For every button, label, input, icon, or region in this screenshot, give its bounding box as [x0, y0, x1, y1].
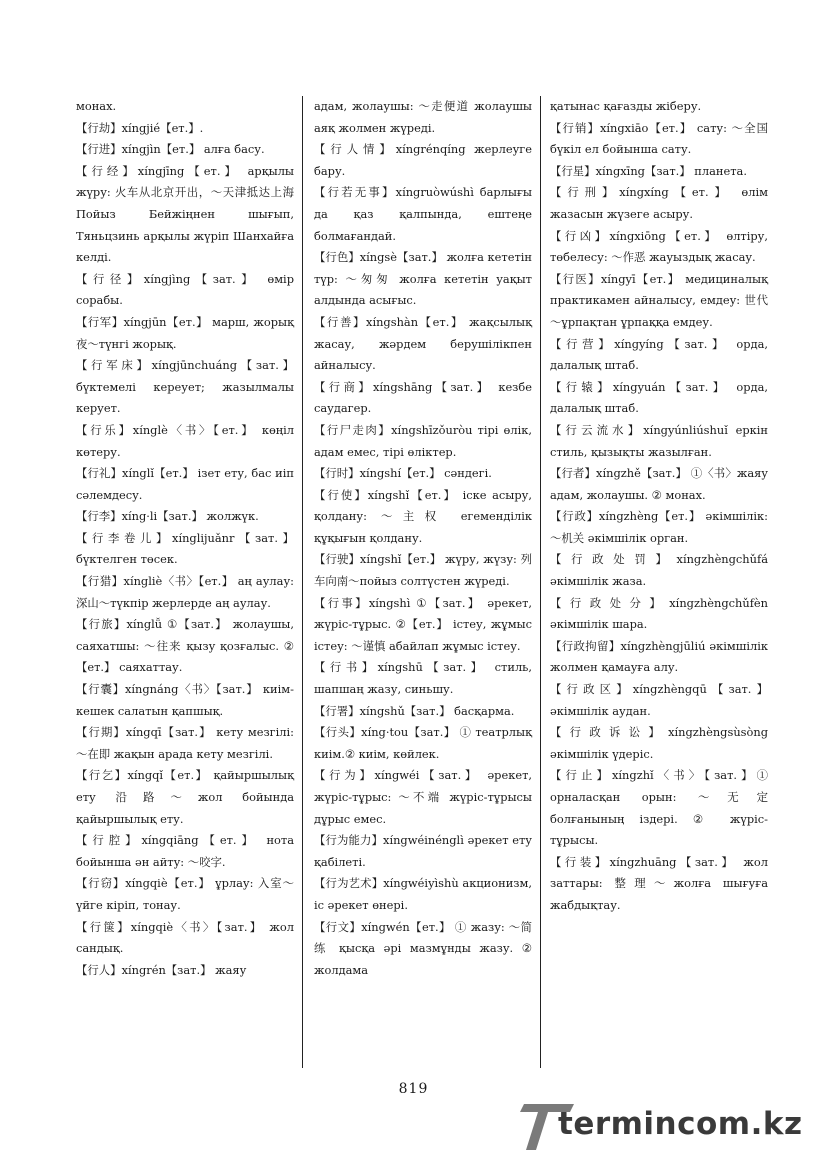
dictionary-entry: 【行政处分】xíngzhèngchǔfèn әкімшілік шара.	[550, 595, 768, 632]
dictionary-entry: 【行进】xíngjìn【ет.】 алға басу.	[76, 142, 265, 157]
page-number: 819	[398, 1081, 429, 1097]
dictionary-entry: 【行善】xíngshàn【ет.】 жақсылық жасау, жәрдем берушілікпен айналысу.	[314, 314, 532, 373]
site-logo	[518, 1100, 818, 1156]
dictionary-entry: 【行箧】xíngqiè〈书〉【зат.】 жол сандық.	[76, 919, 294, 956]
dictionary-entry: 【行止】xíngzhǐ〈书〉【зат.】① орналасқан орын: ～无定 болғанының іздері. ② жүріс-тұрысы.	[550, 768, 768, 848]
dictionary-entry: 【行时】xíngshí【ет.】 сәндегі.	[314, 466, 492, 481]
dictionary-entry: 【行为艺术】xíngwéiyìshù акционизм, іс әрекет өнері.	[314, 876, 532, 912]
dictionary-entry: 【行政处罚】xíngzhèngchǔfá әкімшілік жаза.	[550, 552, 768, 589]
dictionary-entry: 【行窃】xíngqiè【ет.】 ұрлау: 入室～үйге кіріп, тонау.	[76, 876, 294, 912]
column-left	[76, 96, 294, 981]
dictionary-entry: 【行期】xíngqī【зат.】 кету мезгілі: ～在即 жақын арада кету мезгілі.	[76, 725, 294, 761]
dictionary-entry: 【行旅】xínglǚ ①【зат.】 жолаушы, саяхатшы: ～往来 қызу қозғалыс. ②【ет.】 саяхаттау.	[76, 617, 294, 675]
dictionary-entry: 【行刑】xíngxíng【ет.】 өлім жазасын жүзеге асыру.	[550, 185, 768, 221]
dictionary-entry: 【行政拘留】xíngzhèngjūliú әкімшілік жолмен қамауға алу.	[550, 638, 768, 675]
dictionary-entry: 【行为】xíngwéi【зат.】 әрекет, жүріс-тұрыс: ～不端 жүріс-тұрысы дұрыс емес.	[314, 768, 532, 826]
dictionary-entry: 【行政区】xíngzhèngqū【зат.】 әкімшілік аудан.	[550, 682, 768, 718]
dictionary-entry: 【行医】xíngyī【ет.】 медициналық практикамен айналысу, емдеу: 世代～ұрпақтан ұрпаққа емдеу.	[550, 271, 768, 329]
dictionary-entry: 【行云流水】xíngyúnliúshuǐ еркін стиль, қызықты жазылған.	[550, 422, 768, 459]
dictionary-entry: 【行辕】xíngyuán【зат.】 орда, далалық штаб.	[550, 379, 768, 416]
dictionary-entry: 【行头】xíng·tou【зат.】 ① театрлық киім.② киім, көйлек.	[314, 725, 532, 761]
dictionary-entry: 【行销】xíngxiāo【ет.】 сату: ～全国 бүкіл ел бойынша сату.	[550, 120, 768, 157]
dictionary-entry: 【行若无事】xíngruòwúshì барлығы да қаз қалпында, ештеңе болмағандай.	[314, 185, 532, 243]
dictionary-entry: 【行李】xíng·li【зат.】 жолжүк.	[76, 509, 259, 524]
column-right	[550, 96, 768, 917]
dictionary-entry: 【行军】xíngjūn【ет.】 марш, жорық 夜～түнгі жорық.	[76, 314, 294, 351]
dictionary-entry: 【行文】xíngwén【ет.】 ① жазу: ～简练 қысқа әрі мазмұнды жазу. ② жолдама	[314, 919, 532, 977]
logo-text: termincom.kz	[558, 1106, 803, 1142]
dictionary-entry: 【行腔】xíngqiāng【ет.】 нота бойынша ән айту: ～咬字.	[76, 833, 294, 869]
column-middle	[314, 96, 532, 981]
dictionary-entry: 【行署】xíngshǔ【зат.】 басқарма.	[314, 703, 515, 718]
dictionary-entry: 【行乐】xínglè〈书〉【ет.】 көңіл көтеру.	[76, 422, 294, 459]
dictionary-entry: 【行乞】xíngqǐ【ет.】 қайыршылық ету 沿路～жол бойында қайыршылық ету.	[76, 768, 294, 826]
dictionary-entry: 【行使】xíngshǐ【ет.】 іске асыру, қолдану: ～主权 егемендiлік құқығын қолдану.	[314, 487, 532, 545]
dictionary-entry: монах.	[76, 99, 117, 113]
dictionary-entry: 【行经】xíngjīng【ет.】 арқылы жүру: 火车从北京开出，～天津抵达上海 Пойыз Бейжіңнен шығып, Тяньцзинь арқылы жүріп Шанхайға келді.	[76, 163, 294, 265]
dictionary-entry: 【行装】xíngzhuāng【зат.】 жол заттары: 整理～жолға шығуға жабдықтау.	[550, 854, 768, 912]
dictionary-entry: 【行礼】xínglǐ【ет.】 ізет ету, бас иіп сәлемдесу.	[76, 466, 294, 502]
dictionary-entry: 【行者】xíngzhě【зат.】 ①〈书〉жаяу адам, жолаушы. ② монах.	[550, 466, 768, 502]
dictionary-entry: 【行凶】xíngxiōng【ет.】 өлтіру, төбелесу: ～作恶 жауыздық жасау.	[550, 228, 768, 265]
dictionary-entry: 【行猎】xíngliè〈书〉【ет.】 аң аулау: 深山～түкпір жерлерде аң аулау.	[76, 574, 294, 610]
dictionary-entry: 【行人】xíngrén【зат.】 жаяу	[76, 962, 247, 977]
dictionary-entry: 【行色】xíngsè【зат.】 жолға кететін түр: ～匆匆 жолға кететін уақыт алдында асығыс.	[314, 250, 532, 308]
dictionary-entry: 【行劫】xíngjié【ет.】.	[76, 120, 204, 135]
dictionary-entry: қатынас қағазды жіберу.	[550, 99, 702, 113]
dictionary-entry: 【行军床】xíngjūnchuáng【зат.】 бүктемелі кереует; жазылмалы керует.	[76, 358, 294, 416]
column-divider	[302, 96, 303, 1068]
dictionary-entry: 【行商】xíngshāng【зат.】 кезбе саудагер.	[314, 379, 532, 416]
dictionary-entry: 【行政诉讼】xíngzhèngsùsòng әкімшілік үдеріс.	[550, 725, 768, 761]
dictionary-entry: 【行尸走肉】xíngshīzǒuròu тірі өлік, адам емес, тірі өліктер.	[314, 422, 532, 459]
dictionary-entry: 【行营】xíngyíng【зат.】 орда, далалық штаб.	[550, 336, 768, 373]
dictionary-entry: 【行书】xíngshū【зат.】 стиль, шапшаң жазу, синьшу.	[314, 660, 532, 697]
dictionary-entry: 【行李卷儿】xínglijuǎnr【зат.】 бүктелген төсек.	[76, 530, 294, 567]
dictionary-entry: 【行星】xíngxīng【зат.】 планета.	[550, 163, 747, 178]
dictionary-entry: 【行为能力】xíngwéinénglì әрекет ету қабілеті.	[314, 833, 532, 869]
column-divider	[540, 96, 541, 1068]
dictionary-entry: 【行径】xíngjìng【зат.】 өмір сорабы.	[76, 271, 294, 308]
dictionary-entry: 【行政】xíngzhèng【ет.】 әкімшілік: ～机关 әкімшілік орган.	[550, 509, 768, 545]
dictionary-entry: 【行驶】xíngshǐ【ет.】 жүру, жүзу: 列车向南～пойыз солтүстен жүреді.	[314, 552, 532, 589]
dictionary-entry: адам, жолаушы: ～走便道 жолаушы аяқ жолмен жүреді.	[314, 99, 532, 135]
dictionary-entry: 【行人情】xíngrénqíng жерлеуге бару.	[314, 142, 532, 178]
dictionary-entry: 【行事】xíngshì ①【зат.】 әрекет, жүріс-тұрыс. ②【ет.】 істеу, жұмыс істеу: ～谨慎 абайлап жұмыс істеу.	[314, 595, 532, 653]
dictionary-entry: 【行囊】xíngnáng〈书〉【зат.】 киім-кешек салатын қапшық.	[76, 682, 294, 718]
